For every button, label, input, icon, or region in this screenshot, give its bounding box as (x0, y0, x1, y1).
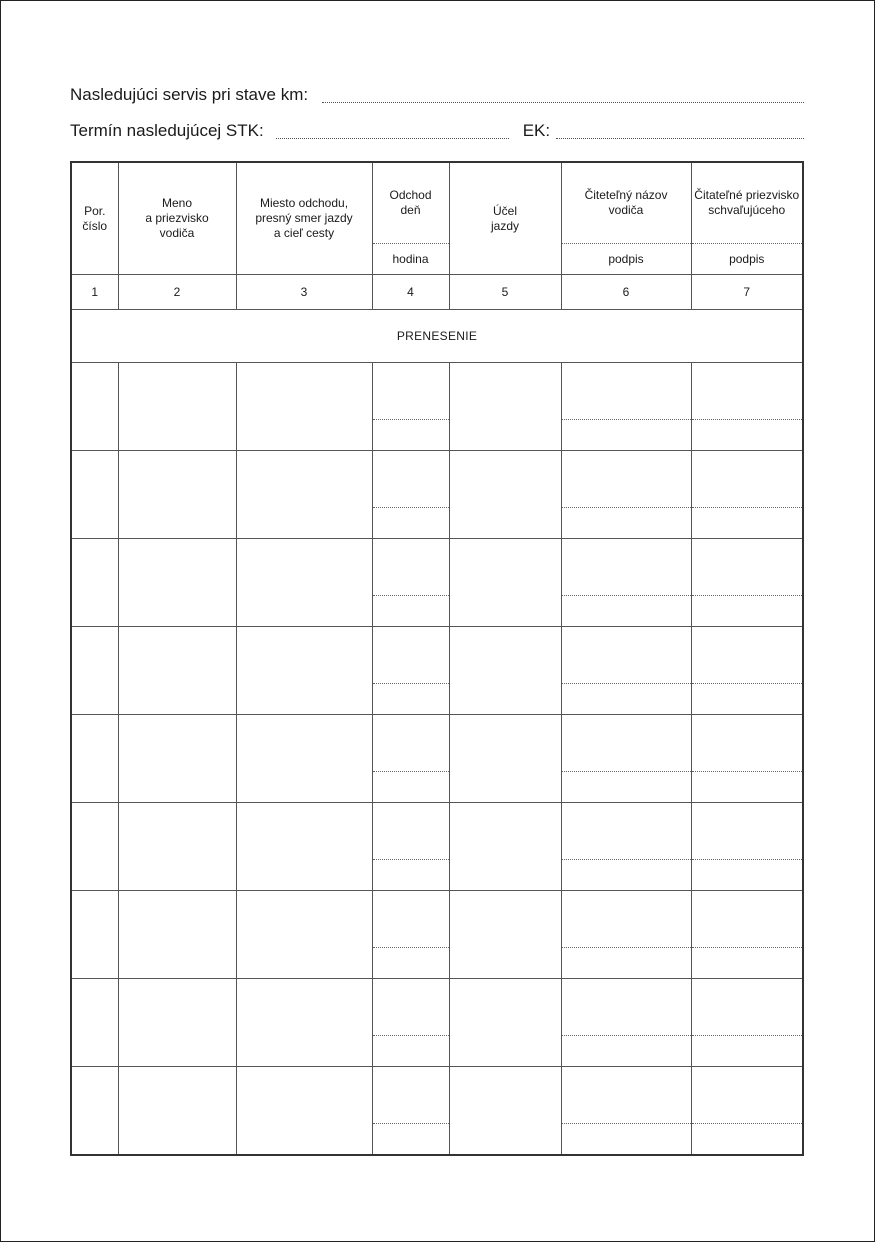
route-cell[interactable] (236, 627, 372, 715)
route-cell[interactable] (236, 715, 372, 803)
driver-printed-name-cell[interactable] (561, 1067, 691, 1124)
trip-purpose-cell[interactable] (449, 803, 561, 891)
column-number: 2 (118, 275, 236, 310)
driver-signature-cell[interactable] (561, 420, 691, 451)
approver-name-cell[interactable] (691, 627, 803, 684)
order-number-cell[interactable] (71, 539, 118, 627)
approver-name-cell[interactable] (691, 539, 803, 596)
route-cell[interactable] (236, 539, 372, 627)
driver-name-cell[interactable] (118, 539, 236, 627)
trip-purpose-cell[interactable] (449, 363, 561, 451)
approver-signature-cell[interactable] (691, 948, 803, 979)
column-number: 5 (449, 275, 561, 310)
trip-purpose-cell[interactable] (449, 715, 561, 803)
approver-signature-cell[interactable] (691, 596, 803, 627)
col-header-trip-purpose: Účel jazdy (449, 162, 561, 275)
trip-purpose-cell[interactable] (449, 979, 561, 1067)
departure-hour-cell[interactable] (372, 772, 449, 803)
driver-signature-cell[interactable] (561, 1124, 691, 1156)
departure-day-cell[interactable] (372, 627, 449, 684)
trip-purpose-cell[interactable] (449, 1067, 561, 1156)
column-number: 1 (71, 275, 118, 310)
approver-signature-cell[interactable] (691, 1124, 803, 1156)
order-number-cell[interactable] (71, 803, 118, 891)
approver-name-cell[interactable] (691, 979, 803, 1036)
departure-hour-cell[interactable] (372, 948, 449, 979)
order-number-cell[interactable] (71, 1067, 118, 1156)
order-number-cell[interactable] (71, 627, 118, 715)
driver-signature-cell[interactable] (561, 508, 691, 539)
approver-signature-cell[interactable] (691, 420, 803, 451)
next-stk-line (70, 121, 804, 141)
departure-hour-cell[interactable] (372, 684, 449, 715)
col-header-departure-hour: hodina (372, 244, 449, 275)
approver-name-cell[interactable] (691, 363, 803, 420)
table-row (71, 715, 803, 772)
col-header-approver-name: Čitateľné priezvisko schvaľujúceho (691, 162, 803, 244)
col-header-driver-name: Meno a priezvisko vodiča (118, 162, 236, 275)
driver-name-cell[interactable] (118, 979, 236, 1067)
departure-hour-cell[interactable] (372, 1124, 449, 1156)
trip-purpose-cell[interactable] (449, 539, 561, 627)
driver-printed-name-cell[interactable] (561, 363, 691, 420)
column-number: 4 (372, 275, 449, 310)
approver-name-cell[interactable] (691, 891, 803, 948)
approver-signature-cell[interactable] (691, 860, 803, 891)
table-row (71, 627, 803, 684)
driver-name-cell[interactable] (118, 1067, 236, 1156)
departure-day-cell[interactable] (372, 979, 449, 1036)
driver-printed-name-cell[interactable] (561, 891, 691, 948)
driver-signature-cell[interactable] (561, 684, 691, 715)
departure-day-cell[interactable] (372, 539, 449, 596)
driver-printed-name-cell[interactable] (561, 539, 691, 596)
driver-name-cell[interactable] (118, 363, 236, 451)
departure-day-cell[interactable] (372, 451, 449, 508)
table-row (71, 891, 803, 948)
next-service-km-field[interactable] (322, 88, 804, 103)
table-row (71, 979, 803, 1036)
next-stk-date-field[interactable] (276, 124, 509, 139)
next-service-line (70, 85, 804, 105)
approver-name-cell[interactable] (691, 1067, 803, 1124)
route-cell[interactable] (236, 979, 372, 1067)
col-header-driver-printed-name: Čiteteľný názov vodiča (561, 162, 691, 244)
col-header-route: Miesto odchodu, presný smer jazdy a cieľ cesty (236, 162, 372, 275)
col-header-approver-signature: podpis (691, 244, 803, 275)
approver-name-cell[interactable] (691, 451, 803, 508)
driver-signature-cell[interactable] (561, 948, 691, 979)
order-number-cell[interactable] (71, 363, 118, 451)
departure-day-cell[interactable] (372, 1067, 449, 1124)
approver-signature-cell[interactable] (691, 508, 803, 539)
departure-hour-cell[interactable] (372, 420, 449, 451)
driver-signature-cell[interactable] (561, 860, 691, 891)
route-cell[interactable] (236, 451, 372, 539)
col-header-driver-signature: podpis (561, 244, 691, 275)
table-row (71, 451, 803, 508)
driver-printed-name-cell[interactable] (561, 451, 691, 508)
col-header-order-number: Por. číslo (71, 162, 118, 275)
next-stk-label: Termín nasledujúcej STK: (70, 121, 264, 140)
approver-signature-cell[interactable] (691, 1036, 803, 1067)
table-row (71, 1067, 803, 1124)
column-number: 6 (561, 275, 691, 310)
driver-signature-cell[interactable] (561, 772, 691, 803)
route-cell[interactable] (236, 803, 372, 891)
approver-signature-cell[interactable] (691, 684, 803, 715)
departure-day-cell[interactable] (372, 363, 449, 420)
trip-purpose-cell[interactable] (449, 451, 561, 539)
order-number-cell[interactable] (71, 451, 118, 539)
table-row (71, 803, 803, 860)
departure-hour-cell[interactable] (372, 1036, 449, 1067)
departure-day-cell[interactable] (372, 891, 449, 948)
driver-signature-cell[interactable] (561, 596, 691, 627)
ek-date-field[interactable] (556, 124, 804, 139)
driver-signature-cell[interactable] (561, 1036, 691, 1067)
driver-printed-name-cell[interactable] (561, 979, 691, 1036)
table-row (71, 363, 803, 420)
next-service-label: Nasledujúci servis pri stave km: (70, 85, 309, 104)
driver-name-cell[interactable] (118, 627, 236, 715)
driver-name-cell[interactable] (118, 803, 236, 891)
trip-purpose-cell[interactable] (449, 891, 561, 979)
departure-day-cell[interactable] (372, 803, 449, 860)
approver-name-cell[interactable] (691, 715, 803, 772)
route-cell[interactable] (236, 891, 372, 979)
driver-name-cell[interactable] (118, 451, 236, 539)
column-number: 3 (236, 275, 372, 310)
order-number-cell[interactable] (71, 715, 118, 803)
route-cell[interactable] (236, 363, 372, 451)
table-row (71, 539, 803, 596)
departure-hour-cell[interactable] (372, 508, 449, 539)
transfer-row-label: PRENESENIE (71, 310, 803, 363)
col-header-departure-day: Odchod deň (372, 162, 449, 244)
driver-printed-name-cell[interactable] (561, 627, 691, 684)
driver-name-cell[interactable] (118, 715, 236, 803)
departure-hour-cell[interactable] (372, 860, 449, 891)
order-number-cell[interactable] (71, 979, 118, 1067)
driver-printed-name-cell[interactable] (561, 715, 691, 772)
column-number: 7 (691, 275, 803, 310)
driver-name-cell[interactable] (118, 891, 236, 979)
driver-printed-name-cell[interactable] (561, 803, 691, 860)
trip-log-table (70, 161, 804, 1156)
route-cell[interactable] (236, 1067, 372, 1156)
departure-day-cell[interactable] (372, 715, 449, 772)
departure-hour-cell[interactable] (372, 596, 449, 627)
approver-signature-cell[interactable] (691, 772, 803, 803)
trip-purpose-cell[interactable] (449, 627, 561, 715)
approver-name-cell[interactable] (691, 803, 803, 860)
order-number-cell[interactable] (71, 891, 118, 979)
ek-label: EK: (522, 121, 551, 140)
